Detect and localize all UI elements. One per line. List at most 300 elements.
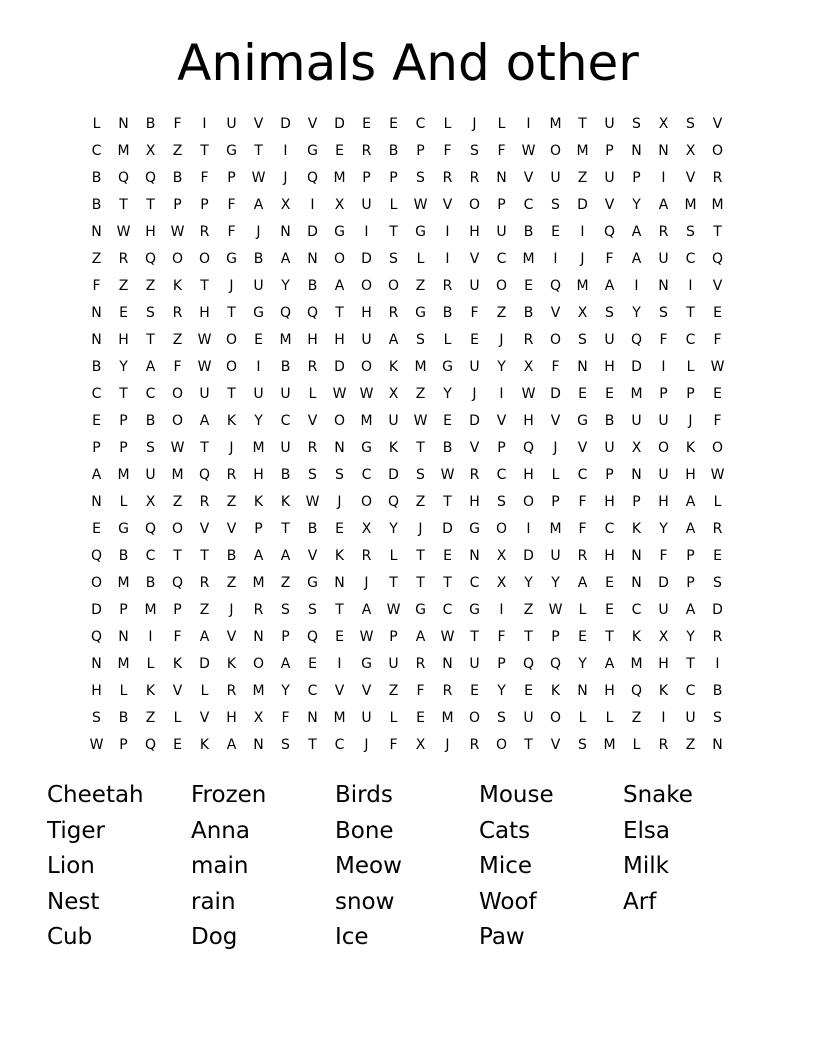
grid-letter[interactable]: F [92, 278, 101, 294]
grid-letter[interactable]: Q [549, 656, 562, 672]
grid-letter[interactable]: M [360, 413, 373, 429]
grid-letter[interactable]: H [469, 494, 480, 510]
grid-letter[interactable]: M [252, 575, 265, 591]
grid-letter[interactable]: P [281, 629, 290, 645]
grid-letter[interactable]: F [470, 305, 479, 321]
grid-letter[interactable]: T [308, 737, 317, 753]
grid-letter[interactable]: D [631, 359, 642, 375]
grid-letter[interactable]: F [497, 629, 506, 645]
grid-letter[interactable]: R [226, 467, 237, 483]
grid-letter[interactable]: H [91, 683, 102, 699]
grid-letter[interactable]: H [604, 359, 615, 375]
grid-letter[interactable]: S [713, 575, 722, 591]
grid-letter[interactable]: E [443, 413, 452, 429]
grid-letter[interactable]: W [413, 413, 428, 429]
grid-letter[interactable]: K [631, 521, 642, 537]
grid-letter[interactable]: J [445, 737, 450, 753]
grid-letter[interactable]: R [361, 548, 372, 564]
grid-letter[interactable]: S [686, 116, 695, 132]
grid-letter[interactable]: B [91, 359, 102, 375]
grid-letter[interactable]: H [226, 710, 237, 726]
grid-letter[interactable]: N [712, 737, 723, 753]
grid-letter[interactable]: M [441, 710, 454, 726]
grid-letter[interactable]: I [661, 170, 666, 186]
grid-letter[interactable]: L [578, 602, 587, 618]
grid-letter[interactable]: X [496, 548, 507, 564]
grid-letter[interactable]: H [145, 224, 156, 240]
grid-letter[interactable]: I [661, 359, 666, 375]
grid-letter[interactable]: N [577, 359, 588, 375]
grid-letter[interactable]: A [199, 413, 210, 429]
grid-letter[interactable]: Z [118, 278, 129, 294]
grid-letter[interactable]: P [551, 494, 560, 510]
grid-letter[interactable]: G [253, 305, 264, 321]
grid-letter[interactable]: G [226, 251, 237, 267]
grid-letter[interactable]: H [523, 467, 534, 483]
grid-letter[interactable]: W [548, 602, 563, 618]
grid-letter[interactable]: Z [523, 602, 534, 618]
grid-letter[interactable]: M [117, 656, 130, 672]
grid-letter[interactable]: E [389, 116, 398, 132]
grid-letter[interactable]: O [495, 521, 508, 537]
grid-letter[interactable]: H [469, 224, 480, 240]
grid-letter[interactable]: P [686, 575, 695, 591]
grid-letter[interactable]: A [685, 602, 696, 618]
grid-letter[interactable]: T [713, 224, 722, 240]
grid-letter[interactable]: E [92, 413, 101, 429]
grid-letter[interactable]: O [549, 710, 562, 726]
grid-letter[interactable]: J [472, 386, 477, 402]
grid-letter[interactable]: F [173, 116, 182, 132]
grid-letter[interactable]: Q [144, 170, 157, 186]
grid-letter[interactable]: N [253, 737, 264, 753]
grid-letter[interactable]: L [713, 494, 722, 510]
grid-letter[interactable]: W [305, 494, 320, 510]
grid-letter[interactable]: B [280, 359, 291, 375]
grid-letter[interactable]: U [631, 413, 642, 429]
grid-letter[interactable]: H [604, 683, 615, 699]
grid-letter[interactable]: B [145, 575, 156, 591]
grid-letter[interactable]: G [415, 602, 426, 618]
grid-letter[interactable]: S [605, 305, 614, 321]
grid-letter[interactable]: R [199, 224, 210, 240]
grid-letter[interactable]: T [389, 575, 398, 591]
grid-letter[interactable]: R [442, 170, 453, 186]
grid-letter[interactable]: D [199, 656, 210, 672]
grid-letter[interactable]: F [281, 710, 290, 726]
grid-letter[interactable]: M [414, 359, 427, 375]
grid-letter[interactable]: C [523, 197, 534, 213]
grid-letter[interactable]: X [280, 197, 291, 213]
grid-letter[interactable]: K [226, 656, 237, 672]
grid-letter[interactable]: C [307, 683, 318, 699]
grid-letter[interactable]: U [253, 278, 264, 294]
grid-letter[interactable]: I [283, 143, 288, 159]
grid-letter[interactable]: B [91, 170, 102, 186]
grid-letter[interactable]: W [521, 386, 536, 402]
grid-letter[interactable]: X [577, 305, 588, 321]
grid-letter[interactable]: E [254, 332, 263, 348]
grid-letter[interactable]: I [499, 602, 504, 618]
grid-letter[interactable]: V [199, 521, 210, 537]
grid-letter[interactable]: E [578, 386, 587, 402]
grid-letter[interactable]: S [632, 116, 641, 132]
grid-letter[interactable]: P [227, 170, 236, 186]
grid-letter[interactable]: H [253, 467, 264, 483]
grid-letter[interactable]: T [686, 305, 695, 321]
grid-letter[interactable]: K [172, 656, 183, 672]
grid-letter[interactable]: C [442, 602, 453, 618]
grid-letter[interactable]: N [469, 548, 480, 564]
grid-letter[interactable]: V [172, 683, 183, 699]
grid-letter[interactable]: O [171, 251, 184, 267]
grid-letter[interactable]: A [604, 656, 615, 672]
grid-letter[interactable]: L [551, 467, 560, 483]
grid-letter[interactable]: B [145, 413, 156, 429]
grid-letter[interactable]: L [308, 386, 317, 402]
grid-letter[interactable]: J [499, 332, 504, 348]
grid-letter[interactable]: B [145, 116, 156, 132]
grid-letter[interactable]: G [226, 143, 237, 159]
grid-letter[interactable]: S [416, 332, 425, 348]
grid-letter[interactable]: I [256, 359, 261, 375]
grid-letter[interactable]: I [580, 224, 585, 240]
grid-letter[interactable]: U [388, 413, 399, 429]
grid-letter[interactable]: T [686, 656, 695, 672]
grid-letter[interactable]: X [334, 197, 345, 213]
grid-letter[interactable]: V [442, 197, 453, 213]
grid-letter[interactable]: N [496, 170, 507, 186]
grid-letter[interactable]: K [631, 629, 642, 645]
grid-letter[interactable]: S [497, 494, 506, 510]
grid-letter[interactable]: E [605, 575, 614, 591]
grid-letter[interactable]: I [202, 116, 207, 132]
grid-letter[interactable]: F [416, 683, 425, 699]
grid-letter[interactable]: Y [254, 413, 263, 429]
grid-letter[interactable]: N [631, 548, 642, 564]
grid-letter[interactable]: O [225, 332, 238, 348]
grid-letter[interactable]: G [307, 143, 318, 159]
grid-letter[interactable]: M [576, 143, 589, 159]
grid-letter[interactable]: Z [172, 332, 183, 348]
grid-letter[interactable]: K [226, 413, 237, 429]
grid-letter[interactable]: J [256, 224, 261, 240]
grid-letter[interactable]: A [361, 602, 372, 618]
grid-letter[interactable]: C [469, 575, 480, 591]
grid-letter[interactable]: R [712, 170, 723, 186]
grid-letter[interactable]: T [335, 602, 344, 618]
grid-letter[interactable]: W [710, 359, 725, 375]
grid-letter[interactable]: P [254, 521, 263, 537]
grid-letter[interactable]: A [415, 629, 426, 645]
grid-letter[interactable]: F [227, 224, 236, 240]
grid-letter[interactable]: W [170, 440, 185, 456]
grid-letter[interactable]: M [333, 710, 346, 726]
grid-letter[interactable]: F [659, 548, 668, 564]
grid-letter[interactable]: U [226, 116, 237, 132]
grid-letter[interactable]: S [551, 197, 560, 213]
grid-letter[interactable]: T [200, 278, 209, 294]
grid-letter[interactable]: R [442, 278, 453, 294]
grid-letter[interactable]: B [523, 224, 534, 240]
grid-letter[interactable]: A [631, 224, 642, 240]
grid-letter[interactable]: Z [280, 575, 291, 591]
grid-letter[interactable]: O [711, 143, 724, 159]
grid-letter[interactable]: J [229, 602, 234, 618]
grid-letter[interactable]: O [468, 197, 481, 213]
grid-letter[interactable]: N [334, 440, 345, 456]
grid-letter[interactable]: B [604, 413, 615, 429]
grid-letter[interactable]: R [469, 737, 480, 753]
grid-letter[interactable]: C [145, 548, 156, 564]
grid-letter[interactable]: Z [388, 683, 399, 699]
grid-letter[interactable]: X [253, 710, 264, 726]
grid-letter[interactable]: G [334, 224, 345, 240]
grid-letter[interactable]: W [89, 737, 104, 753]
grid-letter[interactable]: O [657, 440, 670, 456]
grid-letter[interactable]: Z [631, 710, 642, 726]
grid-letter[interactable]: P [119, 602, 128, 618]
grid-letter[interactable]: O [495, 278, 508, 294]
grid-letter[interactable]: R [469, 467, 480, 483]
grid-letter[interactable]: C [145, 386, 156, 402]
grid-letter[interactable]: M [117, 575, 130, 591]
grid-letter[interactable]: M [684, 197, 697, 213]
grid-letter[interactable]: K [550, 683, 561, 699]
grid-letter[interactable]: V [712, 278, 723, 294]
grid-letter[interactable]: D [280, 116, 291, 132]
grid-letter[interactable]: G [415, 305, 426, 321]
grid-letter[interactable]: W [116, 224, 131, 240]
grid-letter[interactable]: N [577, 683, 588, 699]
grid-letter[interactable]: H [658, 656, 669, 672]
grid-letter[interactable]: P [605, 467, 614, 483]
grid-letter[interactable]: G [469, 602, 480, 618]
grid-letter[interactable]: D [388, 467, 399, 483]
grid-letter[interactable]: T [200, 440, 209, 456]
grid-letter[interactable]: Q [522, 440, 535, 456]
grid-letter[interactable]: Q [117, 170, 130, 186]
grid-letter[interactable]: T [470, 629, 479, 645]
grid-letter[interactable]: T [227, 386, 236, 402]
grid-letter[interactable]: A [685, 494, 696, 510]
grid-letter[interactable]: Q [549, 278, 562, 294]
grid-letter[interactable]: H [658, 494, 669, 510]
grid-letter[interactable]: E [335, 521, 344, 537]
grid-letter[interactable]: L [497, 116, 506, 132]
grid-letter[interactable]: L [578, 710, 587, 726]
grid-letter[interactable]: M [549, 116, 562, 132]
grid-letter[interactable]: A [631, 251, 642, 267]
grid-letter[interactable]: Q [144, 251, 157, 267]
grid-letter[interactable]: T [200, 143, 209, 159]
grid-letter[interactable]: R [712, 521, 723, 537]
grid-letter[interactable]: N [91, 656, 102, 672]
grid-letter[interactable]: T [227, 305, 236, 321]
grid-letter[interactable]: C [685, 251, 696, 267]
grid-letter[interactable]: V [469, 440, 480, 456]
grid-letter[interactable]: O [225, 359, 238, 375]
grid-letter[interactable]: G [415, 224, 426, 240]
grid-letter[interactable]: L [92, 116, 101, 132]
grid-letter[interactable]: R [118, 251, 129, 267]
grid-letter[interactable]: I [688, 278, 693, 294]
grid-letter[interactable]: P [605, 143, 614, 159]
grid-letter[interactable]: C [685, 332, 696, 348]
grid-letter[interactable]: E [443, 548, 452, 564]
grid-letter[interactable]: S [686, 224, 695, 240]
grid-letter[interactable]: Z [226, 575, 237, 591]
grid-letter[interactable]: S [335, 467, 344, 483]
grid-letter[interactable]: M [144, 602, 157, 618]
grid-letter[interactable]: W [521, 143, 536, 159]
grid-letter[interactable]: Z [415, 494, 426, 510]
grid-letter[interactable]: X [658, 629, 669, 645]
grid-letter[interactable]: X [415, 737, 426, 753]
grid-letter[interactable]: Z [415, 386, 426, 402]
grid-letter[interactable]: K [145, 683, 156, 699]
grid-letter[interactable]: S [470, 143, 479, 159]
grid-letter[interactable]: Q [522, 656, 535, 672]
grid-letter[interactable]: W [710, 467, 725, 483]
grid-letter[interactable]: W [413, 197, 428, 213]
grid-letter[interactable]: N [442, 656, 453, 672]
grid-letter[interactable]: P [686, 548, 695, 564]
grid-letter[interactable]: G [469, 521, 480, 537]
grid-letter[interactable]: P [416, 143, 425, 159]
grid-letter[interactable]: U [361, 332, 372, 348]
grid-letter[interactable]: U [685, 710, 696, 726]
grid-letter[interactable]: Z [145, 278, 156, 294]
grid-letter[interactable]: O [360, 278, 373, 294]
grid-letter[interactable]: U [658, 602, 669, 618]
grid-letter[interactable]: V [577, 440, 588, 456]
grid-letter[interactable]: N [658, 278, 669, 294]
grid-letter[interactable]: S [308, 602, 317, 618]
grid-letter[interactable]: P [362, 170, 371, 186]
grid-letter[interactable]: B [118, 710, 129, 726]
grid-letter[interactable]: S [308, 467, 317, 483]
grid-letter[interactable]: T [173, 548, 182, 564]
grid-letter[interactable]: T [416, 548, 425, 564]
grid-letter[interactable]: F [173, 629, 182, 645]
grid-letter[interactable]: J [364, 575, 369, 591]
grid-letter[interactable]: E [605, 386, 614, 402]
grid-letter[interactable]: Q [306, 305, 319, 321]
grid-letter[interactable]: U [469, 656, 480, 672]
grid-letter[interactable]: S [281, 602, 290, 618]
grid-letter[interactable]: E [92, 521, 101, 537]
grid-letter[interactable]: C [280, 413, 291, 429]
grid-letter[interactable]: O [171, 386, 184, 402]
grid-letter[interactable]: L [119, 683, 128, 699]
grid-letter[interactable]: W [170, 224, 185, 240]
grid-letter[interactable]: O [333, 251, 346, 267]
grid-letter[interactable]: V [712, 116, 723, 132]
grid-letter[interactable]: M [522, 251, 535, 267]
grid-letter[interactable]: I [526, 116, 531, 132]
grid-letter[interactable]: V [685, 170, 696, 186]
grid-letter[interactable]: L [632, 737, 641, 753]
grid-letter[interactable]: U [388, 656, 399, 672]
grid-letter[interactable]: Z [226, 494, 237, 510]
grid-letter[interactable]: U [658, 467, 669, 483]
grid-letter[interactable]: Y [524, 575, 533, 591]
grid-letter[interactable]: H [334, 332, 345, 348]
grid-letter[interactable]: C [91, 143, 102, 159]
grid-letter[interactable]: N [91, 224, 102, 240]
grid-letter[interactable]: W [197, 359, 212, 375]
grid-letter[interactable]: T [146, 332, 155, 348]
grid-letter[interactable]: V [550, 305, 561, 321]
grid-letter[interactable]: U [496, 224, 507, 240]
grid-letter[interactable]: V [307, 548, 318, 564]
grid-letter[interactable]: R [307, 359, 318, 375]
grid-letter[interactable]: U [604, 332, 615, 348]
grid-letter[interactable]: B [712, 683, 723, 699]
grid-letter[interactable]: E [713, 548, 722, 564]
grid-letter[interactable]: A [280, 548, 291, 564]
grid-letter[interactable]: I [148, 629, 153, 645]
grid-letter[interactable]: D [658, 575, 669, 591]
grid-letter[interactable]: J [364, 737, 369, 753]
grid-letter[interactable]: A [226, 737, 237, 753]
grid-letter[interactable]: H [523, 413, 534, 429]
grid-letter[interactable]: X [658, 116, 669, 132]
grid-letter[interactable]: A [199, 629, 210, 645]
grid-letter[interactable]: B [442, 440, 453, 456]
grid-letter[interactable]: X [631, 440, 642, 456]
grid-letter[interactable]: A [280, 656, 291, 672]
grid-letter[interactable]: D [577, 197, 588, 213]
grid-letter[interactable]: P [632, 170, 641, 186]
grid-letter[interactable]: I [364, 224, 369, 240]
grid-letter[interactable]: T [335, 305, 344, 321]
grid-letter[interactable]: V [523, 170, 534, 186]
grid-letter[interactable]: O [387, 278, 400, 294]
grid-letter[interactable]: P [389, 629, 398, 645]
grid-letter[interactable]: P [686, 386, 695, 402]
grid-letter[interactable]: B [442, 305, 453, 321]
grid-letter[interactable]: U [199, 386, 210, 402]
grid-letter[interactable]: S [578, 737, 587, 753]
grid-letter[interactable]: N [91, 494, 102, 510]
grid-letter[interactable]: Q [306, 170, 319, 186]
grid-letter[interactable]: U [604, 440, 615, 456]
grid-letter[interactable]: K [685, 440, 696, 456]
grid-letter[interactable]: Q [279, 305, 292, 321]
grid-letter[interactable]: B [523, 305, 534, 321]
grid-letter[interactable]: R [253, 602, 264, 618]
grid-letter[interactable]: T [389, 224, 398, 240]
grid-letter[interactable]: F [200, 170, 209, 186]
grid-letter[interactable]: O [549, 143, 562, 159]
grid-letter[interactable]: D [523, 548, 534, 564]
grid-letter[interactable]: O [252, 656, 265, 672]
grid-letter[interactable]: R [307, 440, 318, 456]
grid-letter[interactable]: R [226, 683, 237, 699]
grid-letter[interactable]: U [280, 440, 291, 456]
grid-letter[interactable]: L [119, 494, 128, 510]
grid-letter[interactable]: T [254, 143, 263, 159]
grid-letter[interactable]: Y [281, 278, 290, 294]
grid-letter[interactable]: V [361, 683, 372, 699]
grid-letter[interactable]: H [361, 305, 372, 321]
grid-letter[interactable]: Z [496, 305, 507, 321]
grid-letter[interactable]: Y [578, 656, 587, 672]
grid-letter[interactable]: S [281, 737, 290, 753]
grid-letter[interactable]: U [361, 710, 372, 726]
